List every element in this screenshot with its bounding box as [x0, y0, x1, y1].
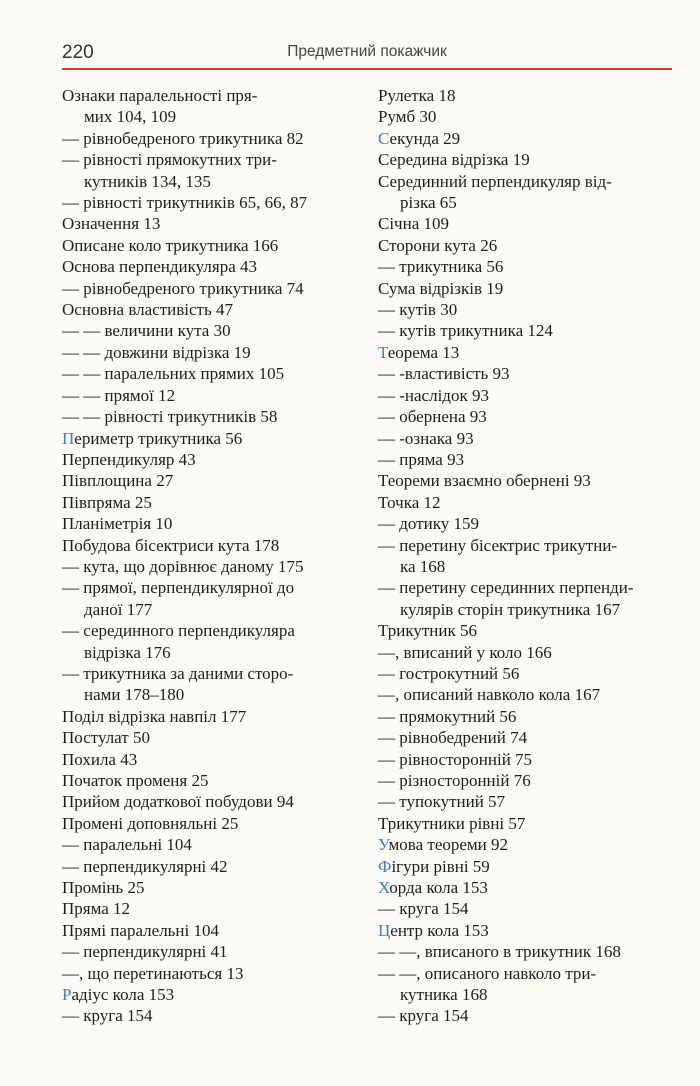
index-column-left — [62, 85, 362, 1027]
index-entry-text: Промінь 25 — [62, 878, 145, 898]
index-entry-text: кутника 168 — [400, 985, 488, 1005]
index-entry — [62, 428, 362, 449]
index-entry-text: ігури рівні 59 — [391, 856, 490, 876]
index-entry — [378, 278, 678, 299]
index-entry — [378, 791, 678, 812]
index-entry — [378, 684, 678, 705]
index-entry-text: — кутів трикутника 124 — [378, 321, 553, 341]
section-initial-letter: Ф — [378, 856, 392, 876]
index-entry — [378, 106, 678, 127]
index-entry-text: — — прямої 12 — [62, 385, 176, 405]
section-initial-letter: У — [378, 835, 389, 855]
index-entry-text: — перетину бісектрис трикутни- — [378, 535, 618, 555]
index-entry-text: кутників 134, 135 — [84, 171, 211, 191]
index-entry-text: —, описаний навколо кола 167 — [378, 685, 601, 705]
index-entry-text: різка 65 — [400, 193, 457, 213]
index-entry-text: — перпендикулярні 42 — [62, 856, 228, 876]
index-entry-text: — різносторонній 76 — [378, 771, 531, 790]
index-entry-text: — — довжини відрізка 19 — [62, 342, 251, 362]
index-entry-text: — круга 154 — [378, 899, 469, 919]
index-entry — [62, 171, 362, 192]
index-entry — [378, 449, 678, 470]
index-entry — [378, 1005, 678, 1026]
index-entry-text: — перпендикулярні 41 — [62, 942, 228, 962]
index-entry-text: — тупокутний 57 — [378, 792, 506, 812]
index-entry-text: — трикутника за даними сторо- — [62, 663, 294, 683]
index-entry-text: — -наслідок 93 — [378, 385, 489, 405]
index-entry — [62, 684, 362, 705]
index-entry-text: ентр кола 153 — [390, 920, 489, 940]
index-entry-text: —, вписаний у коло 166 — [378, 642, 552, 662]
index-entry — [62, 984, 362, 1005]
index-entry — [378, 470, 678, 491]
index-entry-text: Рулетка 18 — [378, 86, 456, 105]
index-entry-text: — рівності трикутників 65, 66, 87 — [62, 193, 308, 213]
index-entry-text: Пряма 12 — [62, 899, 131, 919]
index-entry — [62, 320, 362, 341]
index-entry-text: — кутів 30 — [378, 300, 458, 320]
index-entry — [62, 834, 362, 855]
index-entry — [62, 642, 362, 663]
index-entry — [62, 406, 362, 427]
index-entry — [62, 535, 362, 556]
section-initial-letter: Х — [378, 878, 390, 898]
index-entry — [62, 299, 362, 320]
index-entry — [62, 256, 362, 277]
index-entry — [378, 171, 678, 192]
index-entry — [62, 577, 362, 598]
index-entry — [378, 706, 678, 727]
index-entry-text: еорема 13 — [387, 342, 460, 362]
index-entry-text: Означення 13 — [62, 214, 161, 234]
index-entry-text: — рівності прямокутних три- — [62, 150, 277, 170]
section-initial-letter: Т — [378, 342, 388, 362]
index-entry — [378, 813, 678, 834]
index-entry — [378, 770, 678, 791]
index-entry-text: — рівнобедреного трикутника 82 — [62, 128, 304, 148]
index-entry — [378, 749, 678, 770]
index-entry-text: Побудова бісектриси кута 178 — [62, 535, 280, 555]
index-entry — [62, 941, 362, 962]
index-entry — [378, 920, 678, 941]
index-entry-text: Похила 43 — [62, 749, 138, 769]
index-entry-text: Поділ відрізка навпіл 177 — [62, 706, 247, 726]
section-initial-letter: Р — [62, 985, 72, 1005]
index-entry — [378, 192, 678, 213]
index-entry-text: — —, описаного навколо три- — [378, 963, 597, 983]
index-entry-text: нами 178–180 — [84, 685, 185, 705]
index-entry — [62, 342, 362, 363]
index-entry-text: Перпендикуляр 43 — [62, 449, 196, 469]
index-entry — [378, 149, 678, 170]
index-entry — [378, 299, 678, 320]
page-header — [62, 40, 672, 70]
index-entry-text: мих 104, 109 — [84, 107, 177, 127]
index-entry — [62, 363, 362, 384]
index-entry-text: Румб 30 — [378, 107, 437, 127]
index-entry-text: — — паралельних прямих 105 — [62, 364, 285, 384]
index-entry-text: мова теореми 92 — [388, 835, 509, 855]
index-entry — [378, 492, 678, 513]
index-entry-text: — пряма 93 — [378, 449, 465, 469]
index-entry — [62, 963, 362, 984]
index-entry — [62, 85, 362, 106]
index-entry — [62, 128, 362, 149]
index-entry-text: кулярів сторін трикутника 167 — [400, 599, 621, 619]
index-entry-text: відрізка 176 — [84, 642, 171, 662]
index-entry — [62, 192, 362, 213]
index-entry — [378, 599, 678, 620]
index-entry — [62, 235, 362, 256]
index-entry — [378, 577, 678, 598]
index-entry-text: — паралельні 104 — [62, 835, 192, 855]
page-number: 220 — [62, 42, 94, 63]
index-entry — [378, 834, 678, 855]
index-entry-text: — —, вписаного в трикутник 168 — [378, 942, 621, 962]
index-entry-text: Початок променя 25 — [62, 771, 209, 790]
index-entry-text: —, що перетинаються 13 — [62, 963, 244, 983]
index-entry — [378, 620, 678, 641]
index-entry-text: — рівнобедрений 74 — [378, 728, 528, 748]
index-entry-text: Промені доповняльні 25 — [62, 813, 239, 833]
index-entry — [62, 470, 362, 491]
index-entry-text: Сторони кута 26 — [378, 235, 498, 255]
index-entry — [62, 856, 362, 877]
index-entry — [378, 256, 678, 277]
index-entry-text: Основа перпендикуляра 43 — [62, 257, 258, 277]
index-entry — [378, 556, 678, 577]
index-entry — [62, 492, 362, 513]
running-title: Предметний покажчик — [287, 43, 447, 60]
index-entry-text: Ознаки паралельності пря- — [62, 86, 258, 105]
index-entry-text: — прямої, перпендикулярної до — [62, 578, 295, 598]
index-entry — [378, 535, 678, 556]
index-entry — [378, 856, 678, 877]
index-entry — [378, 363, 678, 384]
index-entry-text: — трикутника 56 — [378, 257, 504, 277]
index-entry — [62, 727, 362, 748]
index-entry-text: Півплощина 27 — [62, 471, 174, 491]
index-entry — [62, 813, 362, 834]
index-entry — [378, 727, 678, 748]
index-entry-text: Трикутники рівні 57 — [378, 813, 526, 833]
index-entry-text: Серединний перпендикуляр від- — [378, 171, 612, 191]
index-entry — [62, 599, 362, 620]
index-entry — [378, 385, 678, 406]
index-entry-text: Точка 12 — [378, 492, 441, 512]
index-column-right — [378, 85, 678, 1027]
index-entry-text: — круга 154 — [378, 1006, 469, 1026]
index-entry-text: екунда 29 — [389, 128, 461, 148]
index-entry — [62, 556, 362, 577]
index-entry-text: — перетину серединних перпенди- — [378, 578, 634, 598]
index-entry — [62, 620, 362, 641]
index-entry-text: Середина відрізка 19 — [378, 150, 530, 170]
index-entry-text: Описане коло трикутника 166 — [62, 235, 279, 255]
index-entry — [62, 749, 362, 770]
index-entry — [378, 513, 678, 534]
index-entry-text: даної 177 — [84, 599, 153, 619]
index-entry — [378, 941, 678, 962]
index-entry — [62, 1005, 362, 1026]
index-entry — [62, 920, 362, 941]
index-entry — [378, 213, 678, 234]
index-entry-text: — — рівності трикутників 58 — [62, 407, 278, 427]
index-entry-text: Планіметрія 10 — [62, 514, 173, 534]
index-entry-text: — -ознака 93 — [378, 428, 474, 448]
index-entry — [378, 428, 678, 449]
index-entry-text: — гострокутний 56 — [378, 663, 520, 683]
index-entry — [62, 149, 362, 170]
index-entry — [62, 663, 362, 684]
index-entry-text: — — величини кута 30 — [62, 321, 231, 341]
index-entry-text: — -властивість 93 — [378, 364, 510, 384]
index-entry-text: — серединного перпендикуляра — [62, 621, 295, 641]
index-entry — [378, 342, 678, 363]
index-entry-text: Трикутник 56 — [378, 621, 477, 641]
index-entry-text: Постулат 50 — [62, 728, 150, 748]
index-entry — [62, 791, 362, 812]
index-entry-text: — обернена 93 — [378, 407, 487, 427]
index-entry-text: адіус кола 153 — [71, 985, 175, 1005]
index-entry — [62, 706, 362, 727]
index-entry-text: Сума відрізків 19 — [378, 278, 504, 298]
index-entry — [378, 984, 678, 1005]
index-entry — [378, 963, 678, 984]
index-entry — [378, 877, 678, 898]
section-initial-letter: П — [62, 428, 75, 448]
index-entry-text: Теореми взаємно обернені 93 — [378, 471, 591, 491]
index-entry — [62, 898, 362, 919]
index-entry-text: Прийом додаткової побудови 94 — [62, 792, 294, 812]
index-entry-text: ериметр трикутника 56 — [74, 428, 243, 448]
index-entry-text: Прямі паралельні 104 — [62, 920, 220, 940]
index-entry — [378, 663, 678, 684]
index-entry-text: ка 168 — [400, 556, 446, 576]
index-entry — [62, 770, 362, 791]
index-entry-text: — кута, що дорівнює даному 175 — [62, 556, 304, 576]
index-entry-text: орда кола 153 — [389, 878, 488, 898]
index-entry — [378, 320, 678, 341]
index-entry — [378, 406, 678, 427]
index-entry — [62, 877, 362, 898]
index-entry — [62, 513, 362, 534]
index-entry-text: — круга 154 — [62, 1006, 153, 1026]
index-entry — [62, 278, 362, 299]
index-entry — [378, 128, 678, 149]
index-entry-text: — дотику 159 — [378, 514, 479, 534]
index-entry-text: Основна властивість 47 — [62, 300, 233, 320]
index-entry — [62, 213, 362, 234]
index-entry-text: — рівносторонній 75 — [378, 749, 533, 769]
section-initial-letter: Ц — [378, 920, 391, 940]
index-entry — [62, 385, 362, 406]
index-entry — [378, 898, 678, 919]
index-entry — [62, 449, 362, 470]
section-initial-letter: С — [378, 128, 390, 148]
index-entry-text: Січна 109 — [378, 214, 450, 234]
index-entry — [378, 642, 678, 663]
index-entry-text: Півпряма 25 — [62, 492, 152, 512]
index-entry — [378, 235, 678, 256]
index-entry — [62, 106, 362, 127]
index-entry-text: — прямокутний 56 — [378, 706, 517, 726]
index-entry-text: — рівнобедреного трикутника 74 — [62, 278, 304, 298]
index-entry — [378, 85, 678, 106]
